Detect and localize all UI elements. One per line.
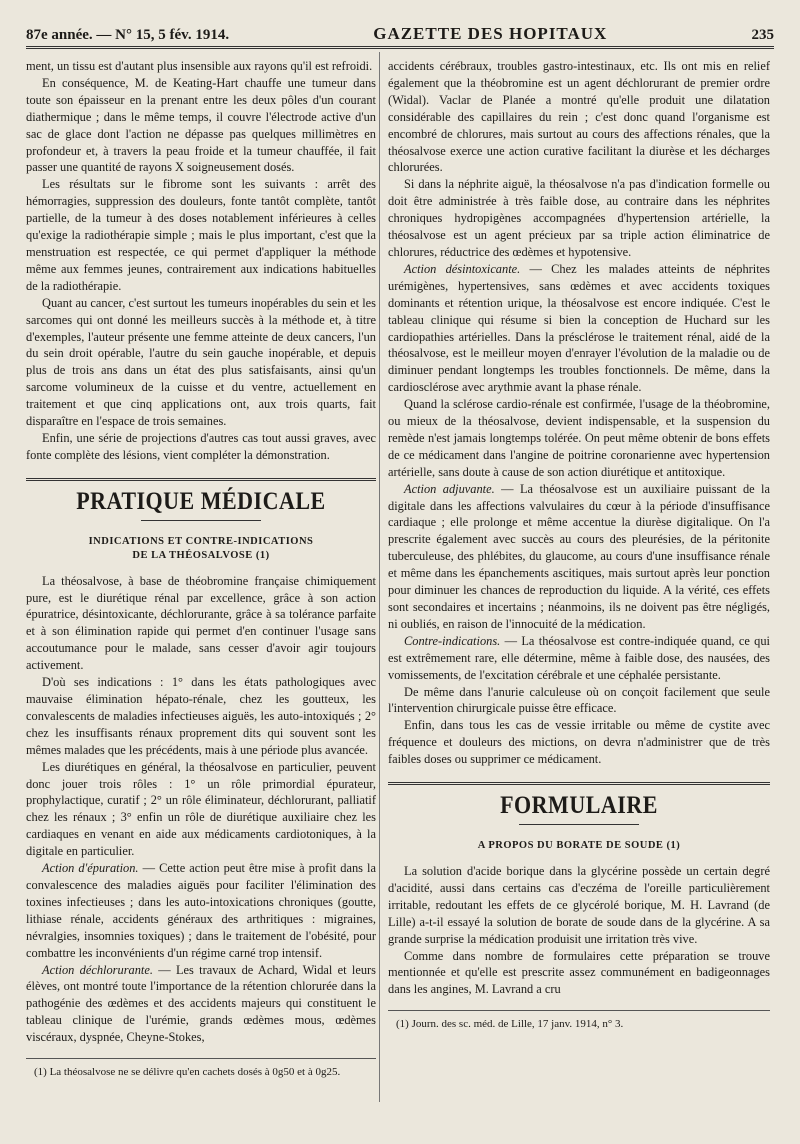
- paragraph: La théosalvose, à base de théobromine française chimiquement pure, est le diurétique rénal par excellence, grâce à son action épuratrice, désintoxicante, déchlorurante, grâce à sa tolérance parfaite et à son élimination rapide qui permet d'en continuer l'usage sans accoutumance pour le malade, sans cesser d'avoir agir toujours activement.: [26, 573, 376, 673]
- short-rule: [519, 824, 639, 825]
- left-column: [26, 58, 376, 1079]
- column-divider: [379, 52, 380, 1102]
- paragraph: D'où ses indications : 1° dans les états pathologiques avec mauvaise élimination hépato-rénale, chez les goutteux, les convalescents de maladies infectieuses aiguës, les auto-intoxiqués ; 2° chez les insuffisants rénaux proprement dits qui souvent sont les mêmes malades que les précédents, mais à une période plus avancée.: [26, 675, 376, 757]
- subhead-line-1: INDICATIONS ET CONTRE-INDICATIONS: [88, 535, 314, 547]
- footnote-rule: [388, 1010, 770, 1011]
- paragraph: Action adjuvante. — La théosalvose est un auxiliaire puissant de la digitale dans les affections valvulaires du cœur à la période d'insuffisance cardiaque ; elle prolonge et même accentue la diurèse digitalique. On l'a prescrite également avec succès au cours des pleurésies, de la péritonite tuberculeuse, des phlébites, du glaucome, au cours d'une insuffisance rénale et même dans les épanchements ascitiques, mais surtout après leur ponction pour diminuer les chances de reproduction du liquide. A la vérité, ces effets sont secondaires et incertains ; néanmoins, ils ne doivent pas être négligés, ni oubliés, en raison de l'innocuité de la médication.: [388, 481, 770, 631]
- header-rule: [26, 46, 774, 49]
- paragraph: Si dans la néphrite aiguë, la théosalvose n'a pas d'indication formelle ou doit être administrée à très faible dose, au contraire dans les néphrites chroniques hydropigènes accompagnées d'hypertension artérielle, la théosalvose est un agent précieux par sa triple action éliminatrice de chlorures, réductrice des œdèmes et hypotensive.: [388, 177, 770, 259]
- paragraph: Contre-indications. — La théosalvose est contre-indiquée quand, ce qui est extrêmement rare, elle détermine, même à faible dose, des nausées, des vomissements, de l'excitation cérébrale et une céphalée persistante.: [388, 633, 770, 682]
- run-in-label: Action d'épuration.: [42, 861, 139, 876]
- footnote-rule: [26, 1058, 376, 1059]
- section-rule: [26, 478, 376, 481]
- running-head: [26, 14, 774, 44]
- run-in-label: Action désintoxicante.: [404, 261, 521, 276]
- paragraph: accidents cérébraux, troubles gastro-intestinaux, etc. Ils ont mis en relief également que la théobromine est un agent déchlorurant de premier ordre (Widal). Vaclar de Planée a montré qu'elle produit une dilatation considérable des capillaires du rein ; c'est donc quand l'organisme est encombré de chlorures, mais surtout au cours des affections rénales, que la théosalvose exerce une action curative facilitant la diurèse et les décharges chlorurées.: [388, 59, 770, 175]
- article-subhead: A PROPOS DU BORATE DE SOUDE (1): [477, 839, 681, 851]
- journal-title: GAZETTE DES HOPITAUX: [373, 24, 608, 43]
- subhead-line-2: DE LA THÉOSALVOSE (1): [132, 549, 270, 561]
- paragraph: Enfin, une série de projections d'autres cas tout aussi graves, avec fonte complète des lésions, vient compléter la démonstration.: [26, 430, 376, 462]
- paragraph: Enfin, dans tous les cas de vessie irritable ou même de cystite avec fréquence et douleurs des mictions, on devra n'administrer que de très faibles doses ou supprimer ce médicament.: [388, 718, 770, 767]
- paragraph: Quant au cancer, c'est surtout les tumeurs inopérables du sein et les sarcomes qui ont donné les meilleurs succès à la méthode et, à titre d'exemples, l'auteur présente une femme atteinte de deux cancers, l'un du sein droit opérable, l'autre du sein gauche inopérable, et depuis plus de trois ans dans un état des plus satisfaisants, ainsi qu'un sarcome volumineux de la cuisse et du ventre, actuellement en traitement et que cinq applications ont, aux trois quarts, fait disparaître en l'espace de trois semaines.: [26, 295, 376, 429]
- run-in-label: Action adjuvante.: [404, 481, 495, 496]
- footnote: (1) Journ. des sc. méd. de Lille, 17 janv. 1914, n° 3.: [396, 1018, 624, 1031]
- run-in-label: Contre-indications.: [404, 633, 501, 648]
- paragraph: De même dans l'anurie calculeuse où on conçoit facilement que seule l'intervention chirurgicale puisse être efficace.: [388, 684, 770, 716]
- run-in-label: Action déchlorurante.: [42, 962, 153, 977]
- section-rule: [388, 782, 770, 785]
- footnote: (1) La théosalvose ne se délivre qu'en cachets dosés à 0g50 et à 0g25.: [34, 1066, 341, 1079]
- paragraph: Comme dans nombre de formulaires cette préparation se trouve mentionnée et qu'elle est prescrite assez communément en badigeonnages dans les angines, M. Lavrand a cru: [388, 948, 770, 997]
- right-column: [388, 58, 770, 1031]
- short-rule: [141, 520, 261, 521]
- paragraph: Action désintoxicante. — Chez les malades atteints de néphrites urémigènes, hypertensives, sans œdèmes et avec accidents toxiques dominants et rétention urique, la théosalvose est encore indiquée. C'est le tableau clinique qui résume si bien la conception de Huchard sur les cardiopathies artérielles. Dans la présclérose le traitement rénal, aidé de la théosalvose, est le meilleur moyen d'enrayer l'évolution de la maladie ou de diminuer pendant longtemps les troubles fonctionnels. De même, dans la cardiosclérose avec arythmie avant la phase rénale.: [388, 261, 770, 395]
- paragraph: ment, un tissu est d'autant plus insensible aux rayons qu'il est refroidi.: [26, 59, 373, 73]
- paragraph: Les diurétiques en général, la théosalvose en particulier, peuvent donc jouer trois rôles : 1° un rôle primordial épurateur, prophylactique, curatif ; 2° un rôle éliminateur, déchlorurant, palliatif chez les rénaux ; 3° enfin un rôle de diurétique auxiliaire chez les cardiaques en venant en aide aux médicaments cardiotoniques, à la digitale en particulier.: [26, 759, 376, 859]
- paragraph: Action d'épuration. — Cette action peut être mise à profit dans la convalescence des maladies aiguës pour faciliter l'élimination des toxines infectieuses ; dans les auto-intoxications chroniques (goutte, lithiase rénale, accidents généraux des arthritiques : migraines, névralgies, insomnies toxiques) ; dans le traitement de l'obésité, pour combattre les inconvénients d'un régime carné trop intensif.: [26, 861, 376, 960]
- paragraph: Action déchlorurante. — Les travaux de Achard, Widal et leurs élèves, ont montré toute l'importance de la rétention chlorurée dans la pathogénie des œdèmes et des accidents majeurs qui constituent le tableau clinique de l'urémie, grands œdèmes mous, œdèmes viscéraux, dyspnée, Cheyne-Stokes,: [26, 962, 376, 1045]
- section-title-formulaire: FORMULAIRE: [500, 790, 658, 819]
- page-number: 235: [751, 27, 774, 43]
- paragraph: Quand la sclérose cardio-rénale est confirmée, l'usage de la théobromine, ou mieux de la théosalvose, devient indispensable, et la suspension du remède n'est jamais longtemps tolérée. On peut même obtenir de bons effets de ce médicament dans l'angine de poitrine coronarienne avec hypertension artérielle, sans doute à cause de son action diurétique et antitoxique.: [388, 397, 770, 479]
- paragraph: Les résultats sur le fibrome sont les suivants : arrêt des hémorragies, suppression des douleurs, fonte tantôt complète, tantôt partielle, de la tumeur à des doses notablement inférieures à celles qu'exige la radiothérapie simple ; mais le plus important, c'est que la menstruation est respectée, ce qui permet d'appliquer la méthode même aux femmes jeunes, contrairement aux indications habituelles de la radiothérapie.: [26, 177, 376, 293]
- section-title-pratique: PRATIQUE MÉDICALE: [76, 485, 326, 515]
- article-subhead: [26, 535, 376, 563]
- issue-info: 87e année. — N° 15, 5 fév. 1914.: [26, 27, 230, 43]
- paragraph: En conséquence, M. de Keating-Hart chauffe une tumeur dans toute son épaisseur en la prenant entre les deux pôles d'un courant diathermique ; dans le même temps, il couvre l'électrode active d'un sac de glace dont l'action ne dépasse pas quelques millimètres en profondeur et, à travers la peau froide et la tumeur chauffée, il fait passer une quantité de rayons X soigneusement dosés.: [26, 75, 376, 175]
- paragraph: La solution d'acide borique dans la glycérine possède un certain degré d'acidité, aussi dans certains cas d'eczéma de l'oreille particulièrement irritable, redoutant les effets de ce glycérolé borique, M. H. Lavrand (de Lille) a-t-il essayé la solution de borate de soude dans de la glycérine. A sa grande surprise la médication produisit une irritation très vive.: [388, 863, 770, 946]
